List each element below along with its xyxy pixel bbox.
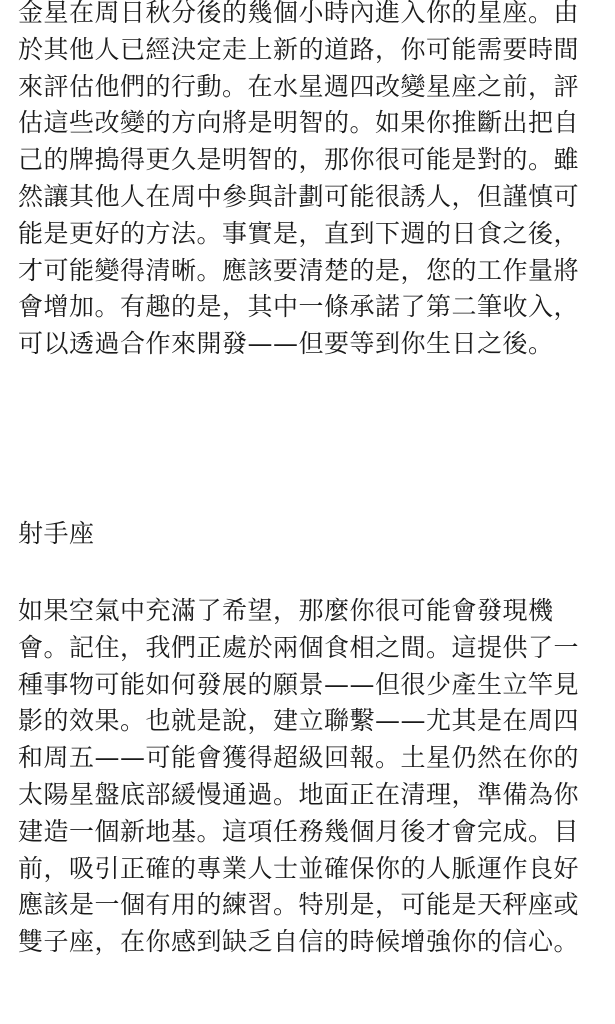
text-line: 才可能變得清晰。應該要清楚的是，您的工作量將: [18, 255, 580, 285]
horoscope-paragraph-previous-sign: [18, 0, 608, 363]
text-line: 可以透過合作來開發——但要等到你生日之後。: [18, 329, 554, 359]
text-line: 應該是一個有用的練習。特別是，可能是天秤座或: [18, 890, 580, 920]
text-line: 種事物可能如何發展的願景——但很少產生立竿見: [18, 669, 580, 699]
text-line: 如果空氣中充滿了希望，那麼你很可能會發現機: [18, 596, 554, 625]
text-line: 會。記住，我們正處於兩個食相之間。這提供了一: [18, 632, 580, 662]
text-line: 建造一個新地基。這項任務幾個月後才會完成。目: [18, 816, 580, 846]
text-line: 雙子座，在你感到缺乏自信的時候增強你的信心。: [18, 927, 580, 957]
text-line: 估這些改變的方向將是明智的。如果你推斷出把自: [18, 108, 580, 138]
sign-heading-sagittarius: 射手座: [18, 519, 95, 548]
text-line: 太陽星盤底部緩慢通過。地面正在清理，準備為你: [18, 779, 580, 809]
text-line: 於其他人已經決定走上新的道路，你可能需要時間: [18, 34, 580, 64]
text-line: 會增加。有趣的是，其中一條承諾了第二筆收入，: [18, 292, 580, 322]
text-line: 能是更好的方法。事實是，直到下週的日食之後，: [18, 218, 580, 248]
text-line: 前，吸引正確的專業人士並確保你的人脈運作良好: [18, 853, 580, 883]
text-line: 來評估他們的行動。在水星週四改變星座之前，評: [18, 71, 580, 101]
text-line: 然讓其他人在周中參與計劃可能很誘人，但謹慎可: [18, 181, 580, 211]
horoscope-paragraph-sagittarius: [18, 593, 608, 961]
text-line: 和周五——可能會獲得超級回報。土星仍然在你的: [18, 743, 580, 773]
text-line: 金星在周日秋分後的幾個小時內進入你的星座。由: [18, 0, 580, 27]
text-line: 影的效果。也就是說，建立聯繫——尤其是在周四: [18, 706, 580, 736]
text-line: 己的牌搗得更久是明智的，那你很可能是對的。雖: [18, 145, 580, 175]
